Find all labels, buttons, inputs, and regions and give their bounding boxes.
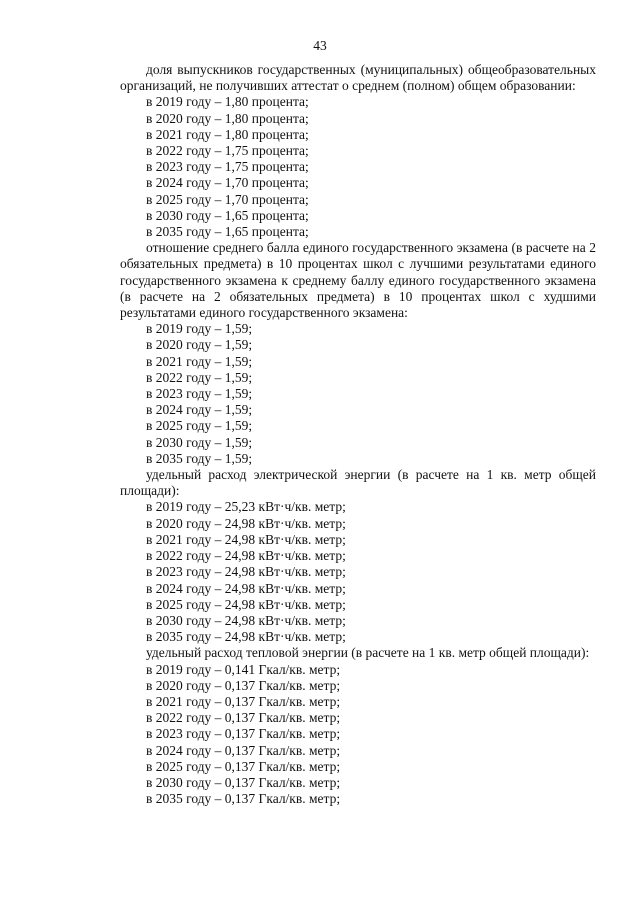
indicator-description-heat-consumption: удельный расход тепловой энергии (в расчете на 1 кв. метр общей площади): [146,645,590,661]
indicator-values-electricity-consumption [120,499,596,645]
indicator-description-electricity-consumption: удельный расход электрической энергии (в расчете на 1 кв. метр общей площади): [120,467,596,499]
list-item: в 2024 году – 24,98 кВт·ч/кв. метр; [146,580,346,596]
list-item: в 2019 году – 1,59; [146,321,253,337]
list-item: в 2022 году – 0,137 Гкал/кв. метр; [146,710,341,726]
list-item: в 2035 году – 0,137 Гкал/кв. метр; [146,791,341,807]
list-item: в 2020 году – 1,59; [146,337,253,353]
indicator-description-graduates-without-certificate: доля выпускников государственных (муниципальных) общеобразовательных организаций, не получивших аттестат о среднем (полном) общем образовании: [120,62,596,94]
list-item: в 2021 году – 0,137 Гкал/кв. метр; [146,693,341,709]
list-item: в 2021 году – 1,80 процента; [146,126,309,142]
list-item: в 2020 году – 1,80 процента; [146,110,309,126]
list-item: в 2025 году – 1,70 процента; [146,191,309,207]
list-item: в 2019 году – 25,23 кВт·ч/кв. метр; [146,499,346,515]
list-item: в 2035 году – 1,59; [146,450,253,466]
list-item: в 2035 году – 1,65 процента; [146,224,309,240]
list-item: в 2030 году – 24,98 кВт·ч/кв. метр; [146,612,346,628]
indicator-values-heat-consumption [120,662,596,808]
list-item: в 2025 году – 24,98 кВт·ч/кв. метр; [146,596,346,612]
list-item: в 2022 году – 1,75 процента; [146,143,309,159]
indicator-values-graduates-without-certificate [120,94,596,240]
indicator-values-exam-score-ratio [120,321,596,467]
list-item: в 2035 году – 24,98 кВт·ч/кв. метр; [146,629,346,645]
list-item: в 2022 году – 24,98 кВт·ч/кв. метр; [146,548,346,564]
list-item: в 2030 году – 0,137 Гкал/кв. метр; [146,774,341,790]
list-item: в 2023 году – 0,137 Гкал/кв. метр; [146,726,341,742]
list-item: в 2023 году – 1,59; [146,386,253,402]
list-item: в 2021 году – 1,59; [146,353,253,369]
list-item: в 2025 году – 1,59; [146,418,253,434]
list-item: в 2025 году – 0,137 Гкал/кв. метр; [146,758,341,774]
list-item: в 2020 году – 0,137 Гкал/кв. метр; [146,677,341,693]
document-body [120,62,596,807]
list-item: в 2021 году – 24,98 кВт·ч/кв. метр; [146,531,346,547]
list-item: в 2023 году – 1,75 процента; [146,159,309,175]
list-item: в 2019 году – 0,141 Гкал/кв. метр; [146,661,341,677]
list-item: в 2020 году – 24,98 кВт·ч/кв. метр; [146,515,346,531]
indicator-description-exam-score-ratio: отношение среднего балла единого государственного экзамена (в расчете на 2 обязательных предмета) в 10 процентах школ с лучшими результатами единого государственного экзамена к среднему баллу единого государственного экзамена (в расчете на 2 обязательных предмета) в 10 процентах школ с худшими результатами единого государственного экзамена: [120,240,596,321]
list-item: в 2024 году – 0,137 Гкал/кв. метр; [146,742,341,758]
list-item: в 2023 году – 24,98 кВт·ч/кв. метр; [146,564,346,580]
list-item: в 2024 году – 1,70 процента; [146,175,309,191]
list-item: в 2022 году – 1,59; [146,369,253,385]
list-item: в 2030 году – 1,59; [146,434,253,450]
list-item: в 2019 году – 1,80 процента; [146,94,309,110]
list-item: в 2030 году – 1,65 процента; [146,207,309,223]
list-item: в 2024 году – 1,59; [146,402,253,418]
page-number: 43 [313,38,327,53]
